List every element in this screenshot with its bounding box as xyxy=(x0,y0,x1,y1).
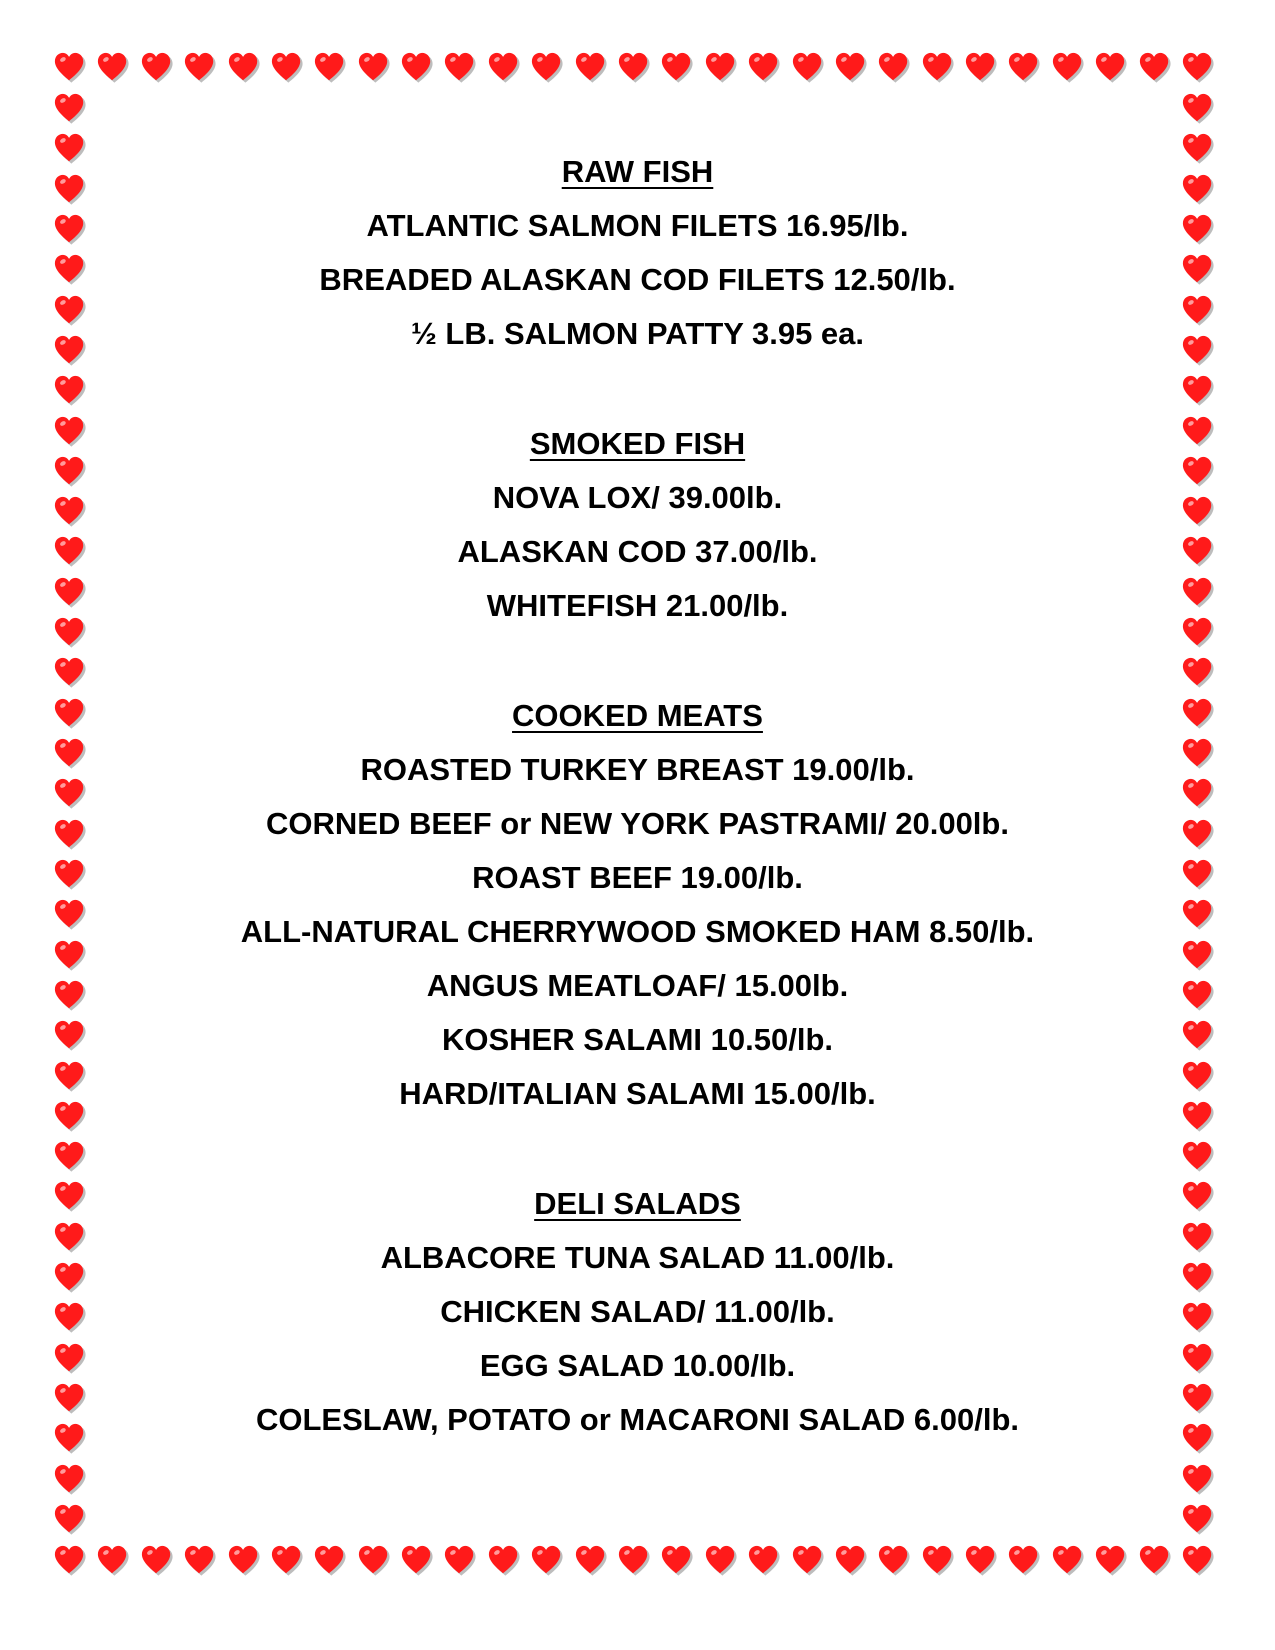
heart-icon xyxy=(1181,1180,1215,1214)
heart-icon xyxy=(1181,495,1215,529)
heart-icon xyxy=(1181,1382,1215,1416)
menu-item: CORNED BEEF or NEW YORK PASTRAMI/ 20.00lb. xyxy=(266,806,1009,841)
menu-item: ½ LB. SALMON PATTY 3.95 ea. xyxy=(410,316,865,351)
menu-section-cooked-meats xyxy=(120,689,1155,1121)
heart-icon xyxy=(53,1342,87,1376)
heart-icon xyxy=(227,1544,261,1578)
heart-icon xyxy=(1181,415,1215,449)
heart-icon xyxy=(747,51,781,85)
heart-icon xyxy=(53,1301,87,1335)
heart-icon xyxy=(1181,1019,1215,1053)
menu-item: KOSHER SALAMI 10.50/lb. xyxy=(441,1022,834,1057)
heart-icon xyxy=(1181,697,1215,731)
menu-item: NOVA LOX/ 39.00lb. xyxy=(492,480,783,515)
heart-icon xyxy=(53,818,87,852)
heart-icon xyxy=(1181,535,1215,569)
heart-icon xyxy=(53,1261,87,1295)
menu-item: HARD/ITALIAN SALAMI 15.00/lb. xyxy=(399,1076,876,1111)
heart-icon xyxy=(53,495,87,529)
heart-icon xyxy=(704,1544,738,1578)
heart-icon xyxy=(1181,777,1215,811)
section-title: SMOKED FISH xyxy=(529,426,746,461)
heart-icon xyxy=(443,1544,477,1578)
heart-icon xyxy=(1181,979,1215,1013)
heart-icon xyxy=(791,51,825,85)
menu-section-deli-salads xyxy=(120,1177,1155,1447)
menu-item: ROAST BEEF 19.00/lb. xyxy=(472,860,803,895)
heart-icon xyxy=(96,1544,130,1578)
menu-section-smoked-fish xyxy=(120,417,1155,633)
heart-icon xyxy=(53,576,87,610)
heart-icon xyxy=(1181,1422,1215,1456)
heart-icon xyxy=(53,334,87,368)
heart-icon xyxy=(487,1544,521,1578)
heart-icon xyxy=(53,697,87,731)
heart-icon xyxy=(53,858,87,892)
heart-icon xyxy=(921,51,955,85)
heart-icon xyxy=(1181,1100,1215,1134)
heart-icon xyxy=(1181,253,1215,287)
heart-icon xyxy=(53,616,87,650)
heart-icon xyxy=(53,1221,87,1255)
heart-icon xyxy=(574,1544,608,1578)
heart-icon xyxy=(1181,898,1215,932)
heart-icon xyxy=(270,1544,304,1578)
heart-icon xyxy=(53,656,87,690)
section-title: DELI SALADS xyxy=(534,1186,741,1221)
heart-icon xyxy=(1181,132,1215,166)
heart-icon xyxy=(1181,656,1215,690)
heart-icon xyxy=(183,1544,217,1578)
heart-icon xyxy=(400,51,434,85)
heart-icon xyxy=(1181,1060,1215,1094)
heart-icon xyxy=(53,979,87,1013)
heart-icon xyxy=(1181,213,1215,247)
menu-section-raw-fish xyxy=(120,145,1155,361)
heart-icon xyxy=(1181,374,1215,408)
heart-icon xyxy=(53,1180,87,1214)
heart-icon xyxy=(1181,455,1215,489)
heart-icon xyxy=(1007,51,1041,85)
heart-icon xyxy=(964,51,998,85)
heart-icon xyxy=(53,132,87,166)
heart-icon xyxy=(1181,737,1215,771)
heart-icon xyxy=(1181,616,1215,650)
heart-icon xyxy=(53,415,87,449)
heart-icon xyxy=(1181,1261,1215,1295)
heart-icon xyxy=(53,898,87,932)
heart-icon xyxy=(1181,576,1215,610)
heart-icon xyxy=(53,1422,87,1456)
heart-icon xyxy=(1181,818,1215,852)
menu-item: ALL-NATURAL CHERRYWOOD SMOKED HAM 8.50/lb. xyxy=(240,914,1035,949)
heart-icon xyxy=(53,777,87,811)
menu-item: ROASTED TURKEY BREAST 19.00/lb. xyxy=(360,752,915,787)
heart-icon xyxy=(357,51,391,85)
heart-icon xyxy=(1094,1544,1128,1578)
heart-icon xyxy=(313,51,347,85)
heart-icon xyxy=(140,1544,174,1578)
heart-icon xyxy=(53,1100,87,1134)
heart-icon xyxy=(964,1544,998,1578)
heart-icon xyxy=(53,213,87,247)
menu-item: COLESLAW, POTATO or MACARONI SALAD 6.00/lb. xyxy=(256,1402,1019,1437)
menu-item: EGG SALAD 10.00/lb. xyxy=(479,1348,796,1383)
heart-icon xyxy=(791,1544,825,1578)
heart-icon xyxy=(1181,1301,1215,1335)
heart-icon xyxy=(1051,1544,1085,1578)
heart-icon xyxy=(660,1544,694,1578)
heart-icon xyxy=(1181,334,1215,368)
menu-item: ATLANTIC SALMON FILETS 16.95/lb. xyxy=(366,208,909,243)
heart-icon xyxy=(53,1544,87,1578)
menu-item: ANGUS MEATLOAF/ 15.00lb. xyxy=(426,968,849,1003)
heart-icon xyxy=(1181,1342,1215,1376)
heart-icon xyxy=(53,92,87,126)
heart-icon xyxy=(1181,1140,1215,1174)
heart-icon xyxy=(834,51,868,85)
heart-icon xyxy=(1181,858,1215,892)
heart-icon xyxy=(617,1544,651,1578)
heart-icon xyxy=(357,1544,391,1578)
heart-icon xyxy=(53,1463,87,1497)
heart-icon xyxy=(140,51,174,85)
heart-icon xyxy=(747,1544,781,1578)
heart-icon xyxy=(53,535,87,569)
heart-icon xyxy=(834,1544,868,1578)
menu-item: BREADED ALASKAN COD FILETS 12.50/lb. xyxy=(319,262,956,297)
heart-icon xyxy=(1138,1544,1172,1578)
heart-icon xyxy=(270,51,304,85)
menu-item: WHITEFISH 21.00/lb. xyxy=(486,588,789,623)
heart-icon xyxy=(1181,939,1215,973)
heart-icon xyxy=(574,51,608,85)
heart-icon xyxy=(53,737,87,771)
heart-icon xyxy=(400,1544,434,1578)
heart-icon xyxy=(53,1019,87,1053)
heart-icon xyxy=(53,455,87,489)
heart-icon xyxy=(53,173,87,207)
heart-icon xyxy=(227,51,261,85)
heart-icon xyxy=(487,51,521,85)
menu-item: ALBACORE TUNA SALAD 11.00/lb. xyxy=(380,1240,895,1275)
heart-icon xyxy=(1181,92,1215,126)
heart-icon xyxy=(877,51,911,85)
heart-icon xyxy=(53,253,87,287)
heart-icon xyxy=(921,1544,955,1578)
heart-icon xyxy=(1181,294,1215,328)
menu-item: CHICKEN SALAD/ 11.00/lb. xyxy=(440,1294,835,1329)
heart-icon xyxy=(1181,51,1215,85)
heart-icon xyxy=(530,1544,564,1578)
heart-icon xyxy=(53,1060,87,1094)
heart-icon xyxy=(1094,51,1128,85)
heart-icon xyxy=(1007,1544,1041,1578)
heart-icon xyxy=(1181,173,1215,207)
heart-icon xyxy=(530,51,564,85)
heart-icon xyxy=(660,51,694,85)
heart-icon xyxy=(96,51,130,85)
heart-icon xyxy=(183,51,217,85)
heart-icon xyxy=(704,51,738,85)
heart-icon xyxy=(1181,1463,1215,1497)
heart-icon xyxy=(53,1140,87,1174)
section-title: RAW FISH xyxy=(561,154,714,189)
menu xyxy=(120,145,1155,1503)
heart-icon xyxy=(617,51,651,85)
heart-icon xyxy=(53,374,87,408)
menu-item: ALASKAN COD 37.00/lb. xyxy=(457,534,818,569)
heart-icon xyxy=(1181,1544,1215,1578)
heart-icon xyxy=(53,1382,87,1416)
section-title: COOKED MEATS xyxy=(512,698,763,733)
heart-icon xyxy=(313,1544,347,1578)
heart-icon xyxy=(443,51,477,85)
heart-icon xyxy=(53,294,87,328)
heart-icon xyxy=(53,51,87,85)
heart-icon xyxy=(1138,51,1172,85)
heart-icon xyxy=(1051,51,1085,85)
heart-icon xyxy=(877,1544,911,1578)
heart-icon xyxy=(53,939,87,973)
heart-icon xyxy=(1181,1221,1215,1255)
heart-icon xyxy=(53,1503,87,1537)
heart-icon xyxy=(1181,1503,1215,1537)
